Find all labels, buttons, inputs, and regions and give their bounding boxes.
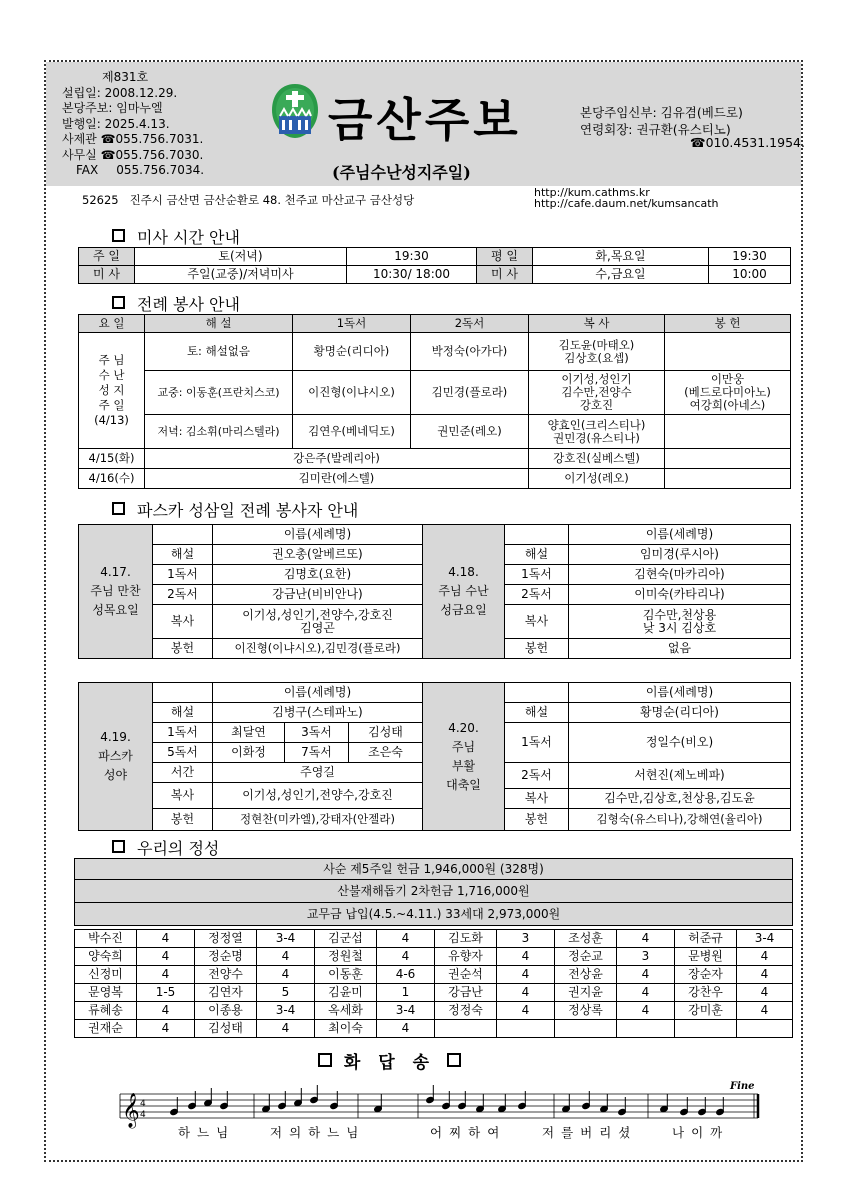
label-line: 주 님 [98,353,125,367]
name-cell: 없음 [569,639,791,659]
day-cell: 4/16(수) [79,469,145,489]
label-line: (4/13) [94,413,129,427]
label-line: 4.17. [100,565,131,579]
mass-cell: 10:00 [709,266,791,284]
table-header [79,315,791,333]
checkbox-icon [447,1053,461,1067]
server-line: 권민경(유스티나) [553,430,640,445]
table-row [75,903,793,926]
offering-heading [112,836,219,859]
sunday-label [79,333,145,449]
role-cell: 1독서 [505,723,569,763]
offering-summary: 교무금 납입(4.5.~4.11.) 33세대 2,973,000원 [75,903,793,926]
good-friday-label [423,525,505,659]
column-header: 복 사 [529,315,665,333]
donor-name: 이동훈 [315,966,377,984]
council-head: 연령회장: 권규환(유스티노) [580,122,731,137]
donor-name: 김윤미 [315,984,377,1002]
bulletin-title: 금산주보 [328,93,522,147]
donor-name: 류혜송 [75,1002,137,1020]
dues-months [497,1020,555,1038]
mass-cell: 토(저녁) [135,248,347,266]
donor-name: 정상록 [555,1002,617,1020]
name-cell: 최달연 [213,723,285,743]
table-row [79,683,791,703]
table-row [79,248,791,266]
lyric-phrase: 하느님 [178,1125,236,1140]
dues-months: 4 [497,984,555,1002]
column-header: 해 설 [145,315,293,333]
liturgy-table [78,314,791,489]
empty-cell [153,683,213,703]
liturgy-heading-text: 전례 봉사 안내 [137,295,240,314]
offering-summary: 산불재해돕기 2차헌금 1,716,000원 [75,880,793,903]
name-cell: 주영길 [213,763,423,783]
donor-name: 옥세화 [315,1002,377,1020]
name-cell: 김명호(요한) [213,565,423,585]
publication-info [62,70,204,179]
role-cell: 봉헌 [505,639,569,659]
donor-name: 전상윤 [555,966,617,984]
column-header: 2독서 [411,315,529,333]
table-row [75,1002,793,1020]
label-line: 주님 수난 [438,584,489,598]
table-row [79,333,791,371]
donor-name: 조성훈 [555,930,617,948]
offertory-line: 여강희(아네스) [689,398,766,412]
donor-name: 신정미 [75,966,137,984]
founded-date: 설립일: 2008.12.29. [62,85,178,100]
label-line: 4.20. [448,720,479,735]
server-cell: 이기성(레오) [529,469,665,489]
table-row [75,1020,793,1038]
donor-name: 문영복 [75,984,137,1002]
table-row [75,984,793,1002]
role-cell: 해설 [153,703,213,723]
offering-heading-text: 우리의 정성 [137,839,220,858]
empty-cell [505,525,569,545]
table-row [75,880,793,903]
role-cell: 1독서 [505,565,569,585]
donor-name: 이종용 [195,1002,257,1020]
dues-months: 4 [377,948,435,966]
mass-cell: 미 사 [79,266,135,284]
dues-months: 4 [377,930,435,948]
name-line: 김수만,천상용 [642,607,717,622]
mass-cell: 19:30 [347,248,477,266]
donor-name: 권지윤 [555,984,617,1002]
donor-name: 정순명 [195,948,257,966]
name-cell: 김병구(스테파노) [213,703,423,723]
label-line: 파스카 [98,749,133,763]
name-cell [569,605,791,639]
holy-thursday-label [79,525,153,659]
column-header: 이름(세례명) [569,683,791,703]
dues-months: 4 [497,1002,555,1020]
fax-line [62,163,204,179]
dues-grid [74,929,793,1038]
table-row [79,469,791,489]
empty-cell [665,469,791,489]
label-line: 주 일 [98,398,125,412]
lyric-phrase: 저의하느님 [270,1125,366,1140]
dues-months: 1-5 [137,984,195,1002]
mass-cell: 미 사 [477,266,533,284]
dues-months: 4 [137,930,195,948]
name-cell: 정현찬(미카엘),강태자(안젤라) [213,809,423,831]
donor-name: 유향자 [435,948,497,966]
empty-cell [153,525,213,545]
name-cell [213,605,423,639]
masthead [46,62,805,186]
rectory-phone: 사제관 ☎055.756.7031. [62,132,204,146]
donor-name: 박수진 [75,930,137,948]
dues-months: 4 [737,966,793,984]
name-cell: 이미숙(카타리나) [569,585,791,605]
role-cell: 해설 [505,545,569,565]
mass-cell: 평 일 [477,248,533,266]
easter-vigil-label [79,683,153,831]
role-cell: 7독서 [285,743,349,763]
table-row [79,371,791,415]
dues-months: 4-6 [377,966,435,984]
donor-name: 전양수 [195,966,257,984]
offering-table [74,858,793,926]
role-cell: 2독서 [505,585,569,605]
dues-months: 4 [617,1002,675,1020]
role-cell: 봉헌 [153,639,213,659]
role-cell: 1독서 [153,723,213,743]
server-cell [529,371,665,415]
postal-code: 52625 [82,193,119,207]
name-cell: 권오총(알베르또) [213,545,423,565]
table-row [79,525,791,545]
office-phone: 사무실 ☎055.756.7030. [62,147,204,162]
mass-cell: 주일(교중)/저녁미사 [135,266,347,284]
dues-months: 4 [737,984,793,1002]
svg-text:4: 4 [140,1110,146,1120]
mass-heading [112,225,240,248]
parish-patron: 본당주보: 임마누엘 [62,101,163,115]
donor-name: 강금난 [435,984,497,1002]
parish-logo-icon [270,82,320,140]
psalm-title-text: 화 답 송 [343,1053,436,1073]
fax-number: 055.756.7034. [116,163,205,177]
donor-name: 강찬우 [675,984,737,1002]
cafe-url[interactable]: http://cafe.daum.net/kumsancath [534,197,719,210]
server-cell: 강호진(실베스텔) [529,449,665,469]
fine-marking: Fine [730,1081,755,1092]
dues-months: 4 [137,948,195,966]
council-phone: ☎010.4531.1954. [690,135,805,150]
donor-name: 권재순 [75,1020,137,1038]
server-line: 이기성,성인기 [561,372,632,386]
donor-name: 정원철 [315,948,377,966]
server-line: 김도윤(마태오) [558,337,635,352]
column-header: 1독서 [293,315,411,333]
donor-name [435,1020,497,1038]
reading2-cell: 박정숙(아가다) [411,333,529,371]
reading2-cell: 권민준(레오) [411,415,529,449]
donor-name [675,1020,737,1038]
dues-months: 4 [617,930,675,948]
dues-months: 3-4 [377,1002,435,1020]
triduum-table-2 [78,682,791,831]
commentary-cell: 토: 해설없음 [145,333,293,371]
commentary-cell: 교중: 이동훈(프란치스코) [145,371,293,415]
role-cell: 복사 [153,605,213,639]
reading1-cell: 이진형(이냐시오) [293,371,411,415]
fax-label: FAX [76,163,99,177]
name-cell: 조은숙 [349,743,423,763]
dues-months: 4 [137,1020,195,1038]
dues-months: 1 [377,984,435,1002]
role-cell: 복사 [505,605,569,639]
parish-contacts [580,104,805,151]
dues-months: 5 [257,984,315,1002]
dues-months: 4 [737,948,793,966]
lyric-phrase: 저를버리셨 [542,1125,638,1140]
donor-name: 양숙희 [75,948,137,966]
donor-name: 허준규 [675,930,737,948]
role-cell: 복사 [505,789,569,809]
dues-months: 4 [377,1020,435,1038]
name-cell: 서현진(제노베파) [569,763,791,789]
name-cell: 김성태 [349,723,423,743]
role-cell: 해설 [505,703,569,723]
name-line: 김영곤 [300,620,335,635]
donor-name: 김군섭 [315,930,377,948]
donor-name: 김연자 [195,984,257,1002]
reading1-cell: 김연우(베네딕도) [293,415,411,449]
checkbox-icon [112,502,125,515]
column-header: 봉 헌 [665,315,791,333]
table-row [75,859,793,880]
dues-months: 4 [137,1002,195,1020]
name-cell: 임미경(루시아) [569,545,791,565]
dues-months: 4 [497,948,555,966]
triduum-table-1 [78,524,791,659]
mass-cell: 수,금요일 [533,266,709,284]
lyric-phrase: 나이까 [672,1125,730,1140]
dues-months: 4 [617,984,675,1002]
label-line: 주님 [451,739,476,754]
donor-name: 정순교 [555,948,617,966]
dues-months: 3-4 [257,930,315,948]
donor-name: 최이숙 [315,1020,377,1038]
column-header: 이름(세례명) [213,525,423,545]
address [82,192,414,208]
table-row [79,266,791,284]
name-cell: 황명순(리디아) [569,703,791,723]
dues-months: 4 [257,1020,315,1038]
label-line: 부활 [451,758,476,773]
name-cell: 이화정 [213,743,285,763]
checkbox-icon [112,840,125,853]
name-cell: 김현숙(마카리아) [569,565,791,585]
role-cell: 2독서 [505,763,569,789]
name-cell: 강금난(비비안나) [213,585,423,605]
empty-cell [505,683,569,703]
dues-months: 4 [737,1002,793,1020]
label-line: 성야 [103,768,128,782]
role-cell: 3독서 [285,723,349,743]
table-row [75,966,793,984]
dues-months: 3-4 [737,930,793,948]
triduum-heading-text: 파스카 성삼일 전례 봉사자 안내 [137,501,359,520]
dues-months: 3 [497,930,555,948]
bulletin-subtitle: (주님수난성지주일) [332,163,471,182]
offertory-cell [665,333,791,371]
dues-months [617,1020,675,1038]
donor-name: 정정열 [195,930,257,948]
donor-name: 문병원 [675,948,737,966]
publish-date: 발행일: 2025.4.13. [62,116,170,131]
issue-number: 제831호 [102,70,149,84]
offertory-line: (베드로다미아노) [684,385,771,399]
address-bar [46,187,801,211]
label-line: 4.19. [100,730,131,744]
dues-months: 4 [257,948,315,966]
dues-months: 4 [617,966,675,984]
day-cell: 4/15(화) [79,449,145,469]
donor-name: 정정숙 [435,1002,497,1020]
mass-table [78,247,791,284]
table-row [79,415,791,449]
label-line: 주님 만찬 [90,584,141,598]
reading1-cell: 황명순(리디아) [293,333,411,371]
donor-name: 장순자 [675,966,737,984]
name-line: 이기성,성인기,전양수,강호진 [242,607,393,622]
donor-name: 김성태 [195,1020,257,1038]
server-line: 김상호(요셉) [564,350,629,365]
pastor: 본당주임신부: 김유겸(베드로) [580,105,743,120]
offertory-cell [665,415,791,449]
server-line: 양효인(크리스티나) [547,417,646,432]
commentary-cell: 저녁: 김소휘(마리스텔라) [145,415,293,449]
website-links [534,187,719,209]
role-cell: 2독서 [153,585,213,605]
offertory-cell [665,371,791,415]
label-line: 대축일 [446,777,481,792]
role-cell: 봉헌 [505,809,569,831]
mass-cell: 주 일 [79,248,135,266]
name-cell: 김형숙(유스티나),강해연(율리아) [569,809,791,831]
server-cell [529,415,665,449]
easter-sunday-label [423,683,505,831]
name-line: 낮 3시 김상호 [642,620,717,635]
table-row [79,449,791,469]
role-cell: 서간 [153,763,213,783]
role-cell: 봉헌 [153,809,213,831]
dues-months: 3-4 [257,1002,315,1020]
mass-heading-text: 미사 시간 안내 [137,228,240,247]
role-cell: 복사 [153,783,213,809]
treble-clef-icon: 𝄞 [122,1093,140,1128]
server-line: 강호진 [579,398,614,412]
label-line: 성금요일 [440,603,487,617]
mass-cell: 19:30 [709,248,791,266]
psalm-title [318,1048,461,1073]
offertory-line: 이만웅 [710,372,745,386]
donor-name [555,1020,617,1038]
donor-name: 권순석 [435,966,497,984]
name-cell: 김수만,김상호,천상용,김도윤 [569,789,791,809]
role-cell: 5독서 [153,743,213,763]
server-cell [529,333,665,371]
reader-cell: 김미란(에스텔) [145,469,529,489]
name-cell: 이진형(이냐시오),김민경(플로라) [213,639,423,659]
svg-text:4: 4 [140,1099,146,1109]
dues-months: 4 [257,966,315,984]
lyric-phrase: 어찌하여 [430,1125,507,1140]
empty-cell [665,449,791,469]
table-row [75,948,793,966]
role-cell: 1독서 [153,565,213,585]
dues-months [737,1020,793,1038]
label-line: 4.18. [448,565,479,579]
checkbox-icon [112,296,125,309]
role-cell: 해설 [153,545,213,565]
offering-summary: 사순 제5주일 헌금 1,946,000원 (328명) [75,859,793,880]
dues-months: 4 [137,966,195,984]
triduum-heading [112,498,358,521]
checkbox-icon [318,1053,332,1067]
column-header: 이름(세례명) [213,683,423,703]
label-line: 수 난 [98,368,125,382]
website-url[interactable]: http://kum.cathms.kr [534,186,650,199]
checkbox-icon [112,229,125,242]
label-line: 성목요일 [92,603,139,617]
column-header: 이름(세례명) [569,525,791,545]
donor-name: 강미훈 [675,1002,737,1020]
name-cell: 정일수(비오) [569,723,791,763]
name-cell: 이기성,성인기,전양수,강호진 [213,783,423,809]
reader-cell: 강은주(발레리아) [145,449,529,469]
reading2-cell: 김민경(플로라) [411,371,529,415]
donor-name: 김도화 [435,930,497,948]
dues-months: 4 [497,966,555,984]
mass-cell: 10:30/ 18:00 [347,266,477,284]
dues-months: 3 [617,948,675,966]
server-line: 김수만,전양수 [561,385,632,399]
column-header: 요 일 [79,315,145,333]
street-address: 진주시 금산면 금산순환로 48. 천주교 마산교구 금산성당 [129,193,415,207]
liturgy-heading [112,292,240,315]
table-row [75,930,793,948]
label-line: 성 지 [98,383,125,397]
mass-cell: 화,목요일 [533,248,709,266]
